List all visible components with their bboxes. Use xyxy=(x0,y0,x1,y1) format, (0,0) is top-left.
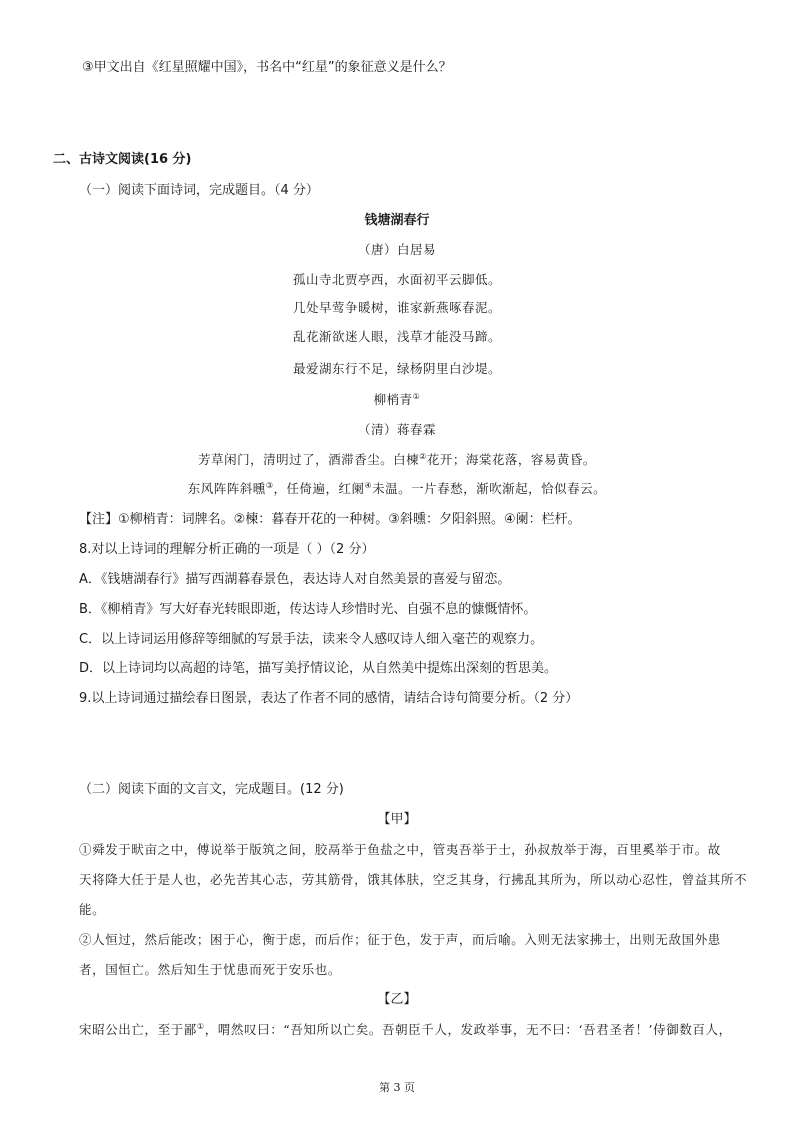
passage-jia-label: 【甲】 xyxy=(377,812,417,827)
footnote-marker: ③ xyxy=(265,480,274,490)
question-8-option: A．《钱塘湖春行》描写西湖暮春景色，表达诗人对自然美景的喜爱与留恋。 xyxy=(79,572,511,587)
passage-line: ①舜发于畎亩之中，傅说举于版筑之间，胶鬲举于鱼盐之中，管夷吾举于士，孙叔敖举于海，百里奚举于市。故 xyxy=(79,842,721,857)
question-8-option: C．以上诗词运用修辞等细腻的写景手法，读来令人感叹诗人细入毫芒的观察力。 xyxy=(79,632,544,647)
passage-line: ②人恒过，然后能改；困于心，衡于虑，而后作；征于色，发于声，而后喻。入则无法家拂士，出则无敌国外患 xyxy=(79,932,721,947)
poem2-line: 东风阵阵斜曛③，任倚遍，红阑④未温。一片春愁，渐吹渐起，恰似春云。 xyxy=(187,480,607,496)
passage-line: 能。 xyxy=(79,902,106,917)
question-8-option: D．以上诗词均以高超的诗笔，描写美抒情议论，从自然美中提炼出深刻的哲思美。 xyxy=(79,661,558,676)
poem2-line: 芳草闲门，清明过了，酒滞香尘。白楝②花开；海棠花落，容易黄昏。 xyxy=(198,451,596,467)
question-8-option: B．《柳梢青》写大好春光转眼即逝，传达诗人珍惜时光、自强不息的慷慨情怀。 xyxy=(79,602,537,617)
passage-line: 宋昭公出亡，至于鄙①，喟然叹曰：“吾知所以亡矣。吾朝臣千人，发政举事，无不曰：‘吾君圣者！’侍御数百人， xyxy=(79,1021,732,1037)
poem1-line: 乱花渐欲迷人眼，浅草才能没马蹄。 xyxy=(292,329,501,344)
page-number: 第 3 页 xyxy=(379,1081,415,1094)
footnote-marker: ① xyxy=(412,391,421,401)
passage-line: 者，国恒亡。然后知生于忧患而死于安乐也。 xyxy=(79,962,342,977)
poem2-title: 柳梢青① xyxy=(373,391,421,407)
question-9: 9.以上诗词通过描绘春日图景，表达了作者不同的感情，请结合诗句简要分析。（2 分） xyxy=(79,691,579,706)
poem1-author: （唐）白居易 xyxy=(357,242,436,257)
poem1-line: 几处早莺争暖树，谁家新燕啄春泥。 xyxy=(292,300,501,315)
poem1-line: 最爱湖东行不足，绿杨阴里白沙堤。 xyxy=(292,361,501,376)
part2-instruction: （二）阅读下面的文言文，完成题目。(12 分) xyxy=(79,782,344,797)
poem-notes: 【注】①柳梢青：词牌名。②楝：暮春开花的一种树。③斜曛：夕阳斜照。④阑：栏杆。 xyxy=(79,512,581,527)
poem1-line: 孤山寺北贾亭西，水面初平云脚低。 xyxy=(292,272,501,287)
question-7-sub3: ③甲文出自《红星照耀中国》，书名中“红星”的象征意义是什么？ xyxy=(82,60,452,75)
passage-yi-label: 【乙】 xyxy=(377,992,417,1007)
footnote-marker: ② xyxy=(419,451,427,461)
passage-line: 天将降大任于是人也，必先苦其心志，劳其筋骨，饿其体肤，空乏其身，行拂乱其所为，所以动心忍性，曾益其所不 xyxy=(79,872,748,887)
section-title: 二、古诗文阅读(16 分) xyxy=(53,152,192,167)
poem1-title: 钱塘湖春行 xyxy=(364,213,430,228)
footnote-marker: ④ xyxy=(364,480,373,490)
poem2-author: （清）蒋春霖 xyxy=(357,422,436,437)
question-8-stem: 8.对以上诗词的理解分析正确的一项是（ ）（2 分） xyxy=(79,542,375,557)
footnote-marker: ① xyxy=(196,1021,205,1031)
part1-instruction: （一）阅读下面诗词，完成题目。（4 分） xyxy=(79,183,319,198)
